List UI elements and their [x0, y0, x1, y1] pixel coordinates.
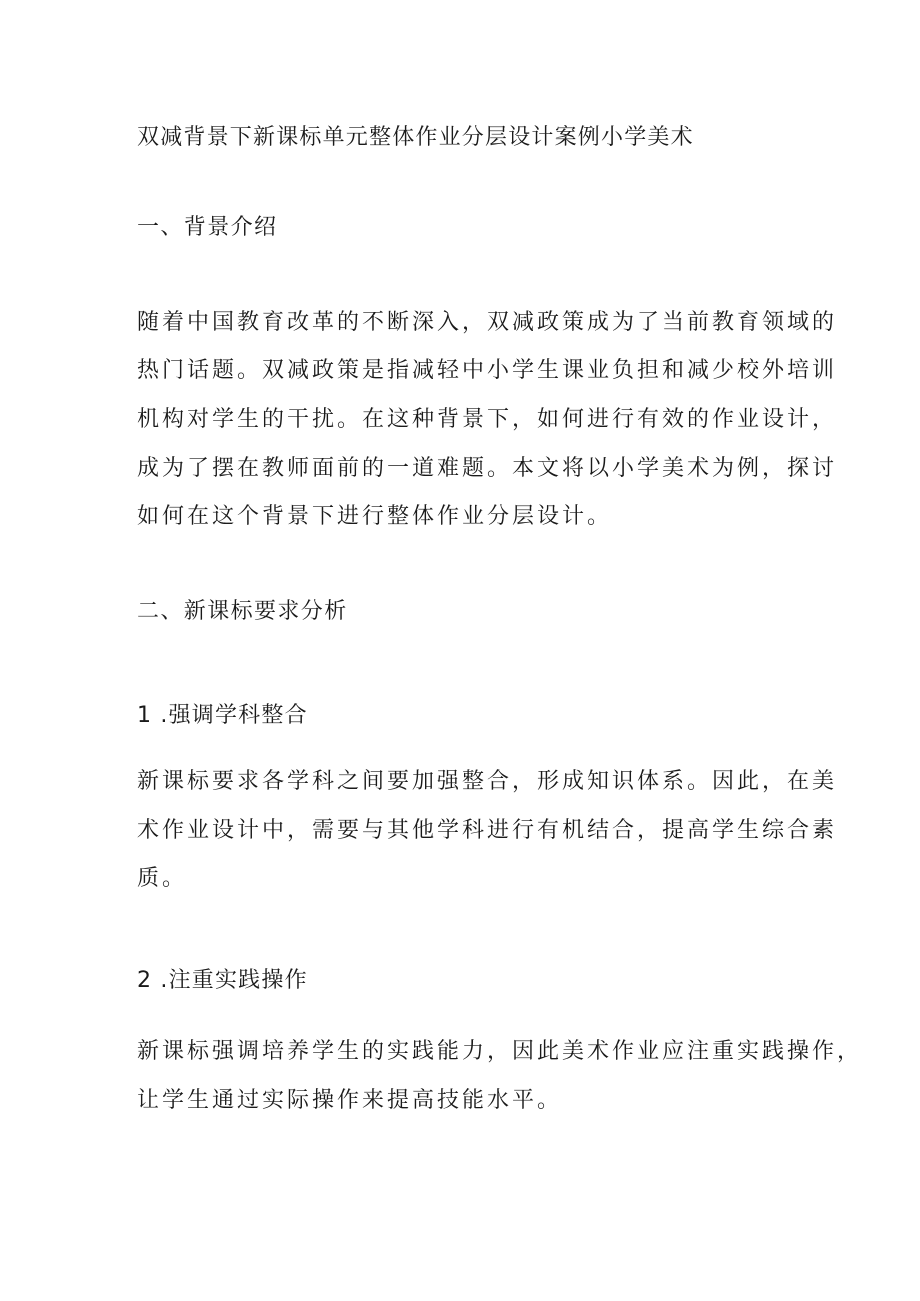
paragraph-line: 新课标要求各学科之间要加强整合，形成知识体系。因此，在美 — [137, 769, 838, 794]
paragraph-line: 如何在这个背景下进行整体作业分层设计。 — [137, 504, 613, 529]
paragraph-line: 机构对学生的干扰。在这种背景下，如何进行有效的作业设计， — [137, 407, 838, 432]
document-title: 双减背景下新课标单元整体作业分层设计案例小学美术 — [137, 125, 694, 150]
paragraph-line: 热门话题。双减政策是指减轻中小学生课业负担和减少校外培训 — [137, 358, 838, 383]
subheading-subject-integration: 1 .强调学科整合 — [137, 703, 308, 728]
paragraph-line: 新课标强调培养学生的实践能力，因此美术作业应注重实践操作， — [137, 1039, 863, 1064]
section-heading-background: 一、背景介绍 — [137, 215, 278, 240]
paragraph-line: 随着中国教育改革的不断深入，双减政策成为了当前教育领域的 — [137, 310, 838, 335]
paragraph-line: 质。 — [137, 866, 188, 891]
paragraph-line: 术作业设计中，需要与其他学科进行有机结合，提高学生综合素 — [137, 818, 838, 843]
paragraph-line: 成为了摆在教师面前的一道难题。本文将以小学美术为例，探讨 — [137, 456, 838, 481]
subheading-practical-operation: 2 .注重实践操作 — [137, 968, 308, 993]
section-heading-analysis: 二、新课标要求分析 — [137, 599, 348, 624]
paragraph-line: 让学生通过实际操作来提高技能水平。 — [137, 1088, 563, 1113]
